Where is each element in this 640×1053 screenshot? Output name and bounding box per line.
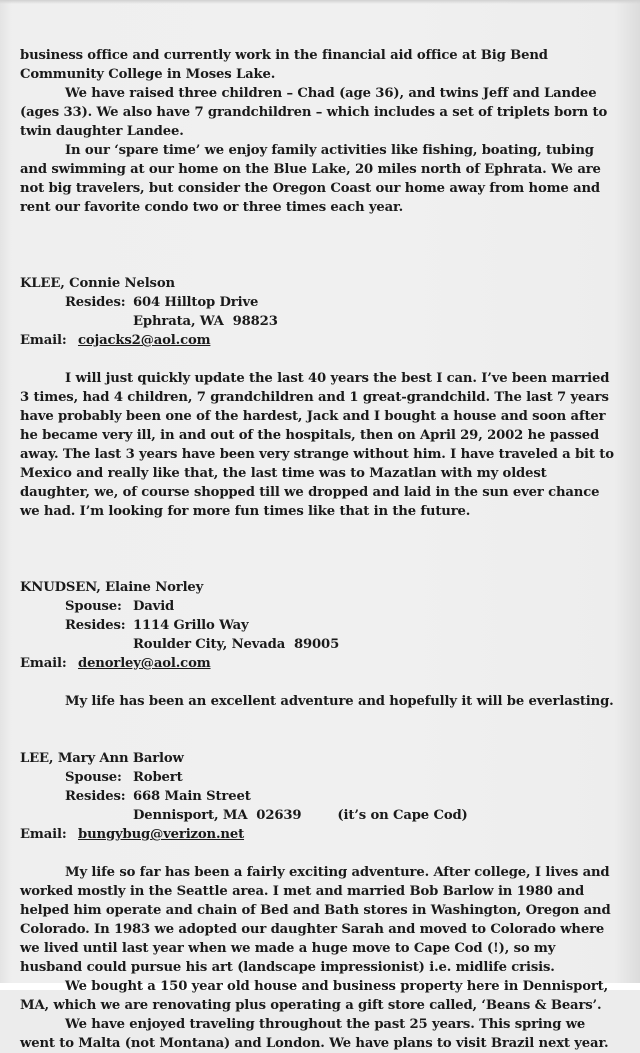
- spacer: [20, 350, 620, 369]
- spacer: [20, 711, 620, 749]
- spacer: [20, 673, 620, 692]
- email-row: [20, 331, 620, 350]
- spouse-row: [20, 597, 620, 616]
- entry-name: [20, 749, 620, 768]
- intro-continuation: business office and currently work in the financial aid office at Big Bend Community College in Moses Lake.: [20, 48, 548, 82]
- intro-paragraph: In our ‘spare time’ we enjoy family activities like fishing, boating, tubing and swimming at our home on the Blue Lake, 20 miles north of Ephrata. We are not big travelers, but consider the Oregon Coast our home away from home and rent our favorite condo two or three times each year.: [20, 143, 601, 215]
- email-link[interactable]: denorley@aol.com: [78, 656, 211, 671]
- address-line2: Dennisport, MA 02639: [133, 808, 302, 823]
- address-line2: Roulder City, Nevada 89005: [133, 637, 340, 652]
- address-line1: 1114 Grillo Way: [133, 618, 249, 633]
- entry-given-names: Elaine Norley: [105, 580, 204, 595]
- entry-given-names: Mary Ann Barlow: [57, 751, 184, 766]
- email-row: [20, 825, 620, 844]
- spouse-name: David: [133, 599, 175, 614]
- email-label: Email:: [20, 333, 67, 348]
- spouse-label: Spouse:: [65, 599, 122, 614]
- entry-paragraph: I will just quickly update the last 40 years the best I can. I’ve been married 3 times, had 4 children, 7 grandchildren and 1 great-grandchild. The last 7 years have probably been one of the hardest, Jack and I bought a house and soon after he became very ill, in and out of the hospitals, then on April 29, 2002 he passed away. The last 3 years have been very strange without him. I have traveled a bit to Mexico and really like that, the last time was to Mazatlan with my oldest daughter, we, of course shopped till we dropped and laid in the sun ever chance we had. I’m looking for more fun times like that in the future.: [20, 371, 614, 519]
- page-content: [20, 46, 620, 1053]
- alumni-entry-lee: [20, 749, 620, 1053]
- spouse-label: Spouse:: [65, 770, 122, 785]
- resides-label: Resides:: [65, 789, 126, 804]
- resides-row: [20, 616, 620, 635]
- address-note: (it’s on Cape Cod): [337, 808, 468, 823]
- resides-label: Resides:: [65, 295, 126, 310]
- entry-paragraph: We have enjoyed traveling throughout the past 25 years. This spring we went to Malta (not Montana) and London. We have plans to visit Brazil next year.: [20, 1017, 609, 1051]
- entry-name: [20, 578, 620, 597]
- address-line1: 668 Main Street: [133, 789, 251, 804]
- entry-paragraph: My life so far has been a fairly exciting adventure. After college, I lives and worked mostly in the Seattle area. I met and married Bob Barlow in 1980 and helped him operate and chain of Bed and Bath stores in Washington, Oregon and Colorado. In 1983 we adopted our daughter Sarah and moved to Colorado where we lived until last year when we made a huge move to Cape Cod (!), so my husband could pursue his art (landscape impressionist) i.e. midlife crisis.: [20, 865, 611, 975]
- page-top-shadow: [0, 0, 640, 4]
- email-row: [20, 654, 620, 673]
- entry-surname: LEE,: [20, 751, 54, 766]
- email-link[interactable]: cojacks2@aol.com: [78, 333, 211, 348]
- email-link[interactable]: bungybug@verizon.net: [78, 827, 245, 842]
- entry-given-names: Connie Nelson: [69, 276, 175, 291]
- alumni-entry-klee: [20, 274, 620, 521]
- address-row-2: [20, 806, 620, 825]
- entry-name: [20, 274, 620, 293]
- entry-surname: KNUDSEN,: [20, 580, 101, 595]
- spouse-name: Robert: [133, 770, 183, 785]
- spacer: [20, 844, 620, 863]
- resides-row: [20, 293, 620, 312]
- intro-paragraph: We have raised three children – Chad (age 36), and twins Jeff and Landee (ages 33). We also have 7 grandchildren – which includes a set of triplets born to twin daughter Landee.: [20, 86, 608, 139]
- address-row-2: [20, 635, 620, 654]
- entry-paragraph: My life has been an excellent adventure and hopefully it will be everlasting.: [65, 694, 614, 709]
- resides-row: [20, 787, 620, 806]
- spacer: [20, 217, 620, 274]
- alumni-entry-knudsen: [20, 578, 620, 711]
- resides-label: Resides:: [65, 618, 126, 633]
- address-line1: 604 Hilltop Drive: [133, 295, 259, 310]
- spouse-row: [20, 768, 620, 787]
- email-label: Email:: [20, 827, 67, 842]
- entry-paragraph: We bought a 150 year old house and business property here in Dennisport, MA, which we are renovating plus operating a gift store called, ‘Beans & Bears’.: [20, 979, 609, 1013]
- address-line2: Ephrata, WA 98823: [133, 314, 278, 329]
- intro-section: [20, 46, 620, 217]
- address-row-2: [20, 312, 620, 331]
- spacer: [20, 521, 620, 578]
- entry-surname: KLEE,: [20, 276, 65, 291]
- email-label: Email:: [20, 656, 67, 671]
